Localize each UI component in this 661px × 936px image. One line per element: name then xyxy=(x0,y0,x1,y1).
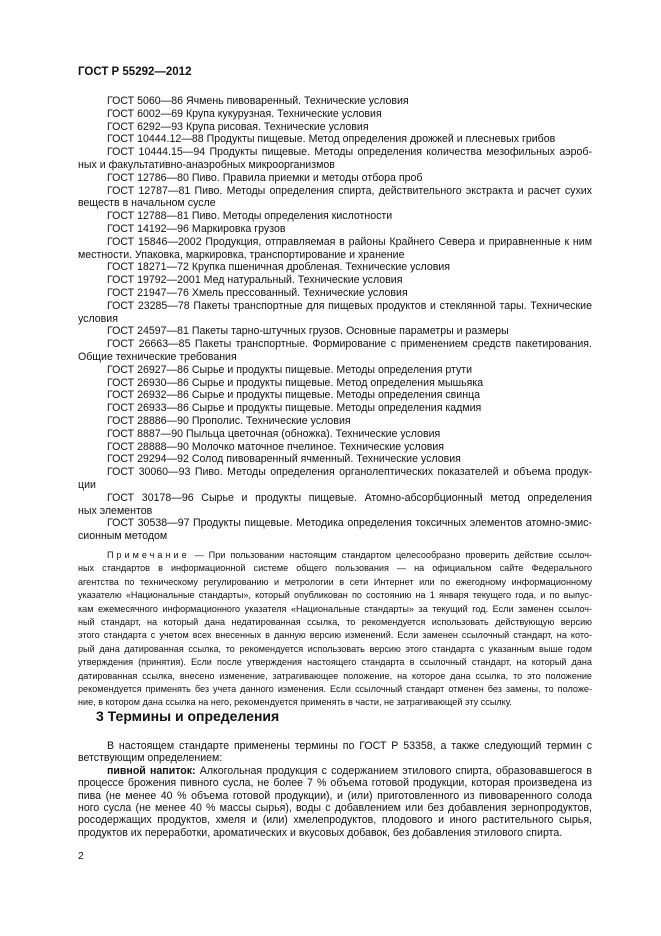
reference-item: ГОСТ 24597—81 Пакеты тарно-штучных грузов. Основные параметры и размеры xyxy=(107,325,509,338)
note-line: ный стандарт, на который дана недатированная ссылка, то рекомендуется использовать действующую версию xyxy=(78,616,592,627)
terms-section xyxy=(78,740,592,839)
note-block xyxy=(78,549,592,710)
reference-item: ГОСТ 26663—85 Пакеты транспортные. Формирование с применением средств пакетирования. xyxy=(107,338,592,351)
definition-line: пива (не менее 40 % объема готовой продукции), и (или) приготовленного из пивоваренного солода xyxy=(78,789,592,802)
reference-item: ГОСТ 23285—78 Пакеты транспортные для пищевых продуктов и стеклянной тары. Технические xyxy=(107,299,592,312)
definition-line: ного сусла (не менее 40 % массы сырья), воды с добавлением или без добавления зернопродуктов, xyxy=(78,801,592,814)
reference-item: ГОСТ 18271—72 Крупка пшеничная дробленая. Технические условия xyxy=(107,261,451,274)
note-line: рый дана датированная ссылка, то рекомендуется использовать версию этого стандарта с указанным выше годом xyxy=(78,643,592,654)
note-label: Примечание xyxy=(107,550,190,560)
note-first-line: Примечание — При пользовании настоящим стандартом целесообразно проверить действие ссылоч- xyxy=(107,550,592,560)
reference-item-continuation: ных элементов xyxy=(78,504,153,517)
definition-line: росодержащих продуктов, хмеля и (или) хмелепродуктов, плодового и иного растительного сырья, xyxy=(78,814,592,827)
reference-item: ГОСТ 26932—86 Сырье и продукты пищевые. Методы определения свинца xyxy=(107,389,481,402)
reference-item-continuation: сионным методом xyxy=(78,530,168,543)
intro-line: В настоящем стандарте применены термины по ГОСТ Р 53358, а также следующий термин с xyxy=(107,740,592,752)
reference-item: ГОСТ 30060—93 Пиво. Методы определения органолептических показателей и объема продук- xyxy=(107,466,592,479)
note-line: агентства по техническому регулированию и метрологии в сети Интернет или по ежегодному информационному xyxy=(78,576,592,587)
note-line: ние, в котором дана ссылка на него, рекомендуется применять в части, не затрагивающей эту ссылку. xyxy=(78,697,512,708)
reference-item: ГОСТ 30178—96 Сырье и продукты пищевые. Атомно-абсорбционный метод определения xyxy=(107,491,592,504)
note-line: ных стандартов в информационной системе общего пользования — на официальном сайте Федерального xyxy=(78,563,592,574)
reference-item-continuation: ции xyxy=(78,478,96,491)
term-name: пивной напиток: xyxy=(107,764,196,777)
page-number: 2 xyxy=(78,850,84,862)
reference-item: ГОСТ 5060—86 Ячмень пивоваренный. Технические условия xyxy=(107,95,409,107)
term-definition-first: пивной напиток: Алкогольная продукция с содержанием этилового спирта, образовавшегося в xyxy=(107,764,592,777)
reference-item: ГОСТ 12787—81 Пиво. Методы определения спирта, действительного экстракта и расчет сухих xyxy=(107,184,592,197)
reference-item-continuation: ных и факультативно-анаэробных микроорганизмов xyxy=(78,158,335,171)
note-line: этого стандарта с учетом всех внесенных в данную версию изменений. Если заменен ссылочный стандарт, на кото- xyxy=(78,630,592,641)
reference-item: ГОСТ 6002—69 Крупа кукурузная. Технические условия xyxy=(107,107,382,120)
document-header: ГОСТ Р 55292—2012 xyxy=(78,66,192,78)
reference-item-continuation: местности. Упаковка, маркировка, транспортирование и хранение xyxy=(78,248,405,261)
reference-item: ГОСТ 19792—2001 Мед натуральный. Технические условия xyxy=(107,274,403,287)
reference-item: ГОСТ 12786—80 Пиво. Правила приемки и методы отбора проб xyxy=(107,171,423,184)
definition-line: процессе брожения пивного сусла, не более 7 % объема готовой продукции, которая произведена из xyxy=(78,777,592,790)
reference-item: ГОСТ 8887—90 Пыльца цветочная (обножка). Технические условия xyxy=(107,427,441,440)
reference-item: ГОСТ 14192—96 Маркировка грузов xyxy=(107,222,286,235)
intro-line: ветствующим определением: xyxy=(78,752,223,765)
reference-item-continuation: Общие технические требования xyxy=(78,350,237,363)
definition-line: продуктов их переработки, ароматических и вкусовых добавок, без добавления этилового спирта. xyxy=(78,826,563,839)
note-line: указателю «Национальные стандарты», который опубликован по состоянию на 1 января текущего года, и по выпус- xyxy=(78,590,592,601)
section-heading: 3 Термины и определения xyxy=(96,708,280,724)
reference-item: ГОСТ 28886—90 Прополис. Технические условия xyxy=(107,414,351,427)
reference-item: ГОСТ 26927—86 Сырье и продукты пищевые. Методы определения ртути xyxy=(107,363,473,376)
note-line: кам ежемесячного информационного указателя «Национальные стандарты» за текущий год. Если заменен ссылоч- xyxy=(78,603,592,614)
reference-item: ГОСТ 10444.12—88 Продукты пищевые. Метод определения дрожжей и плесневых грибов xyxy=(107,133,556,146)
note-line: утверждения (принятия). Если после утверждения настоящего стандарта в ссылочный стандарт, на который дана xyxy=(78,657,592,668)
reference-item: ГОСТ 29294—92 Солод пивоваренный ячменный. Технические условия xyxy=(107,453,461,466)
reference-item: ГОСТ 28888—90 Молочко маточное пчелиное. Технические условия xyxy=(107,440,445,453)
normative-references-list xyxy=(78,95,592,543)
reference-item: ГОСТ 26933—86 Сырье и продукты пищевые. Методы определения кадмия xyxy=(107,402,482,415)
note-line: датированная ссылка, внесено изменение, затрагивающее положение, на которое дана ссылка, то это положение xyxy=(78,670,592,681)
reference-item: ГОСТ 15846—2002 Продукция, отправляемая в районы Крайнего Севера и приравненные к ним xyxy=(107,235,592,248)
reference-item: ГОСТ 30538—97 Продукты пищевые. Методика определения токсичных элементов атомно-эмис- xyxy=(107,517,592,530)
reference-item-continuation: веществ в начальном сусле xyxy=(78,197,216,210)
reference-item: ГОСТ 10444.15—94 Продукты пищевые. Методы определения количества мезофильных аэроб- xyxy=(107,146,592,159)
reference-item: ГОСТ 26930—86 Сырье и продукты пищевые. Метод определения мышьяка xyxy=(107,376,484,389)
reference-item: ГОСТ 21947—76 Хмель прессованный. Технические условия xyxy=(107,286,408,299)
reference-item: ГОСТ 12788—81 Пиво. Методы определения кислотности xyxy=(107,210,393,223)
reference-item: ГОСТ 6292—93 Крупа рисовая. Технические условия xyxy=(107,120,369,133)
note-line: рекомендуется применять без учета данного изменения. Если ссылочный стандарт отменен без замены, то положе- xyxy=(78,683,592,694)
reference-item-continuation: условия xyxy=(78,312,118,325)
